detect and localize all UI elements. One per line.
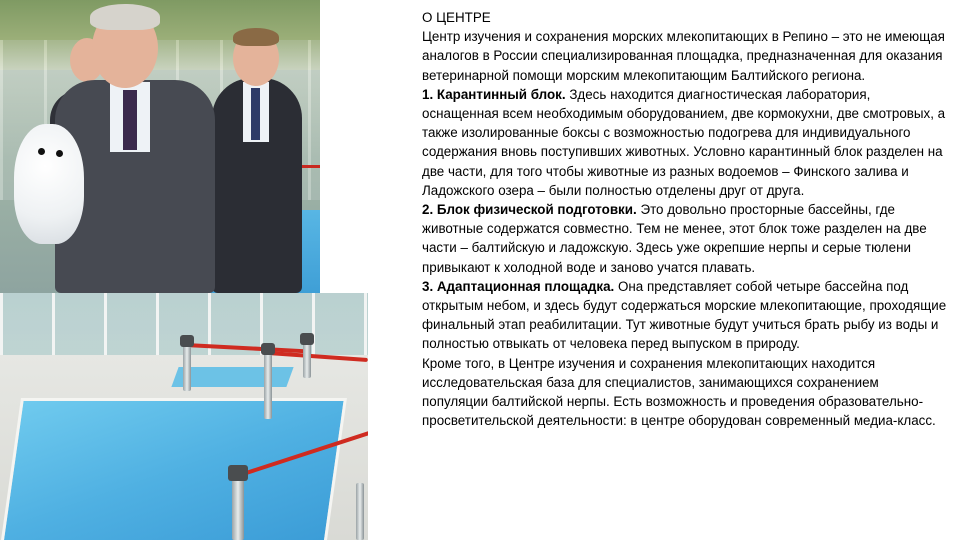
section-physical-training	[422, 200, 947, 277]
pool-water-main	[0, 398, 347, 540]
barrier-post-cap	[300, 333, 314, 345]
closing-paragraph: Кроме того, в Центре изучения и сохранения млекопитающих находится исследовательская база для специалистов, занимающихся сохранением популяции балтийской нерпы. Есть возможность и проведения образовательно-просветительской деятельности: в центре оборудован современный медиа-класс.	[422, 355, 936, 429]
barrier-post	[232, 473, 244, 540]
section-adaptation	[422, 277, 947, 354]
photo-pool-area	[0, 293, 368, 540]
barrier-post	[183, 341, 191, 391]
barrier-post-cap	[180, 335, 194, 347]
barrier-post	[356, 483, 364, 540]
photo-officials-with-seal	[0, 0, 320, 293]
intro-paragraph: Центр изучения и сохранения морских млекопитающих в Репино – это не имеющая аналогов в России специализированная площадка, предназначенная для оказания ветеринарной помощи морским млекопитающим Балтийского региона.	[422, 29, 945, 83]
barrier-post-cap	[228, 465, 248, 481]
section-heading: 2. Блок физической подготовки.	[422, 202, 637, 218]
section-heading: 1. Карантинный блок.	[422, 86, 566, 102]
section-quarantine	[422, 85, 947, 200]
slide-title: О ЦЕНТРЕ	[422, 10, 491, 25]
section-text: Она представляет собой четыре бассейна под открытым небом, и здесь будут содержаться морские млекопитающие, проходящие финальный этап реабилитации. Тут животные будут учиться брать рыбу из воды и полностью отвыкать от человека перед выпуском в природу.	[422, 278, 947, 352]
section-text: Это довольно просторные бассейны, где животные содержатся совместно. Тем не менее, этот блок тоже разделен на две части – балтийскую и ладожскую. Здесь уже окрепшие нерпы и серые тюлени привыкают к холодной воде и заново учатся плавать.	[422, 202, 927, 275]
section-heading: 3. Адаптационная площадка.	[422, 278, 615, 294]
barrier-post	[264, 349, 272, 419]
section-text: Здесь находится диагностическая лаборатория, оснащенная всем необходимым оборудованием, две кормокухни, две смотровых, а также изолированные боксы с возможностью подогрева для индивидуального содержания вновь поступивших животных. Условно карантинный блок разделен на две части, для того чтобы животные из разных водоемов – Финского залива и Ладожского озера – были полностью отделены друг от друга.	[422, 86, 946, 198]
text-panel	[422, 8, 947, 430]
barrier-post-cap	[261, 343, 275, 355]
